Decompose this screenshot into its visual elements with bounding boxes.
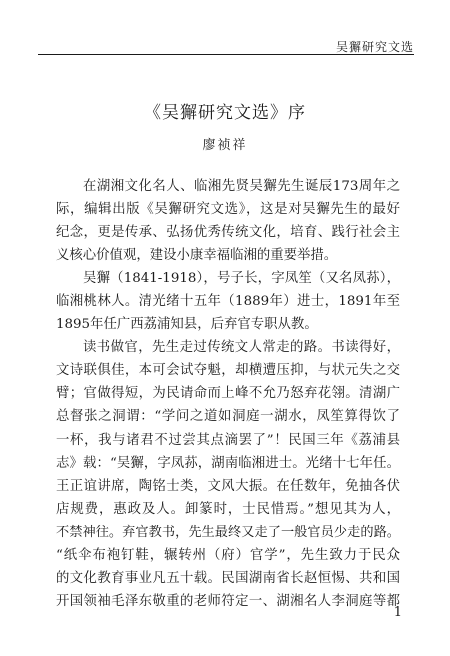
text-line: 不禁神往。弃官教书，先生最终又走了一般官员少走的路。 [56, 524, 400, 540]
text-line: 读书做官，先生走过传统文人常走的路。书读得好， [83, 340, 400, 356]
body-text [56, 175, 400, 613]
text-line: 纪念，更是传承、弘扬优秀传统文化，培育、践行社会主 [56, 225, 400, 241]
text-line: 的文化教育事业凡五十载。民国湖南省长赵恒惕、共和国 [56, 570, 400, 586]
running-head: 吴獬研究文选 [335, 40, 414, 54]
text-line: 店规费，惠政及人。卸篆时，士民惜焉。”想见其为人， [56, 501, 400, 517]
text-line: 临湘桃林人。清光绪十五年（1889年）进士，1891年至 [56, 294, 400, 310]
text-line: 际，编辑出版《吴獬研究文选》，这是对吴獬先生的最好 [56, 202, 400, 218]
text-line: 1895年任广西荔浦知县，后弃官专职从教。 [56, 317, 318, 333]
text-line: 开国领袖毛泽东敬重的老师符定一、湖湘名人李洞庭等都 [56, 593, 400, 609]
text-line: “纸伞布袍钉鞋，辗转州（府）官学”，先生致力于民众 [56, 547, 400, 563]
document-author: 廖祯祥 [202, 138, 248, 153]
text-line: 在湖湘文化名人、临湘先贤吴獬先生诞辰173周年之 [83, 179, 400, 194]
text-line: 志》载：“吴獬，字凤荪，湖南临湘进士。光绪十七年任。 [56, 455, 400, 471]
text-line: 总督张之洞谓：“学问之道如洞庭一湖水，凤笙算得饮了 [56, 409, 400, 425]
text-line: 一杯，我与诸君不过尝其点滴罢了”！民国三年《荔浦县 [56, 432, 400, 448]
document-title: 《吴獬研究文选》序 [144, 103, 306, 123]
text-line: 吴獬（1841-1918），号子长，字凤笙（又名凤荪）， [83, 271, 400, 287]
text-line: 臂；官做得短，为民请命而上峰不允乃怒弃花翎。清湖广 [56, 386, 400, 402]
text-line: 王正谊讲席，陶铭士类，文风大振。在任数年，免抽各伏 [56, 478, 400, 494]
header-rule [38, 54, 414, 55]
text-line: 义核心价值观，建设小康幸福临湘的重要举措。 [56, 248, 338, 264]
text-line: 文诗联俱佳，本可会试夺魁，却横遭压抑，与状元失之交 [56, 363, 400, 379]
page-number: 1 [393, 605, 402, 620]
